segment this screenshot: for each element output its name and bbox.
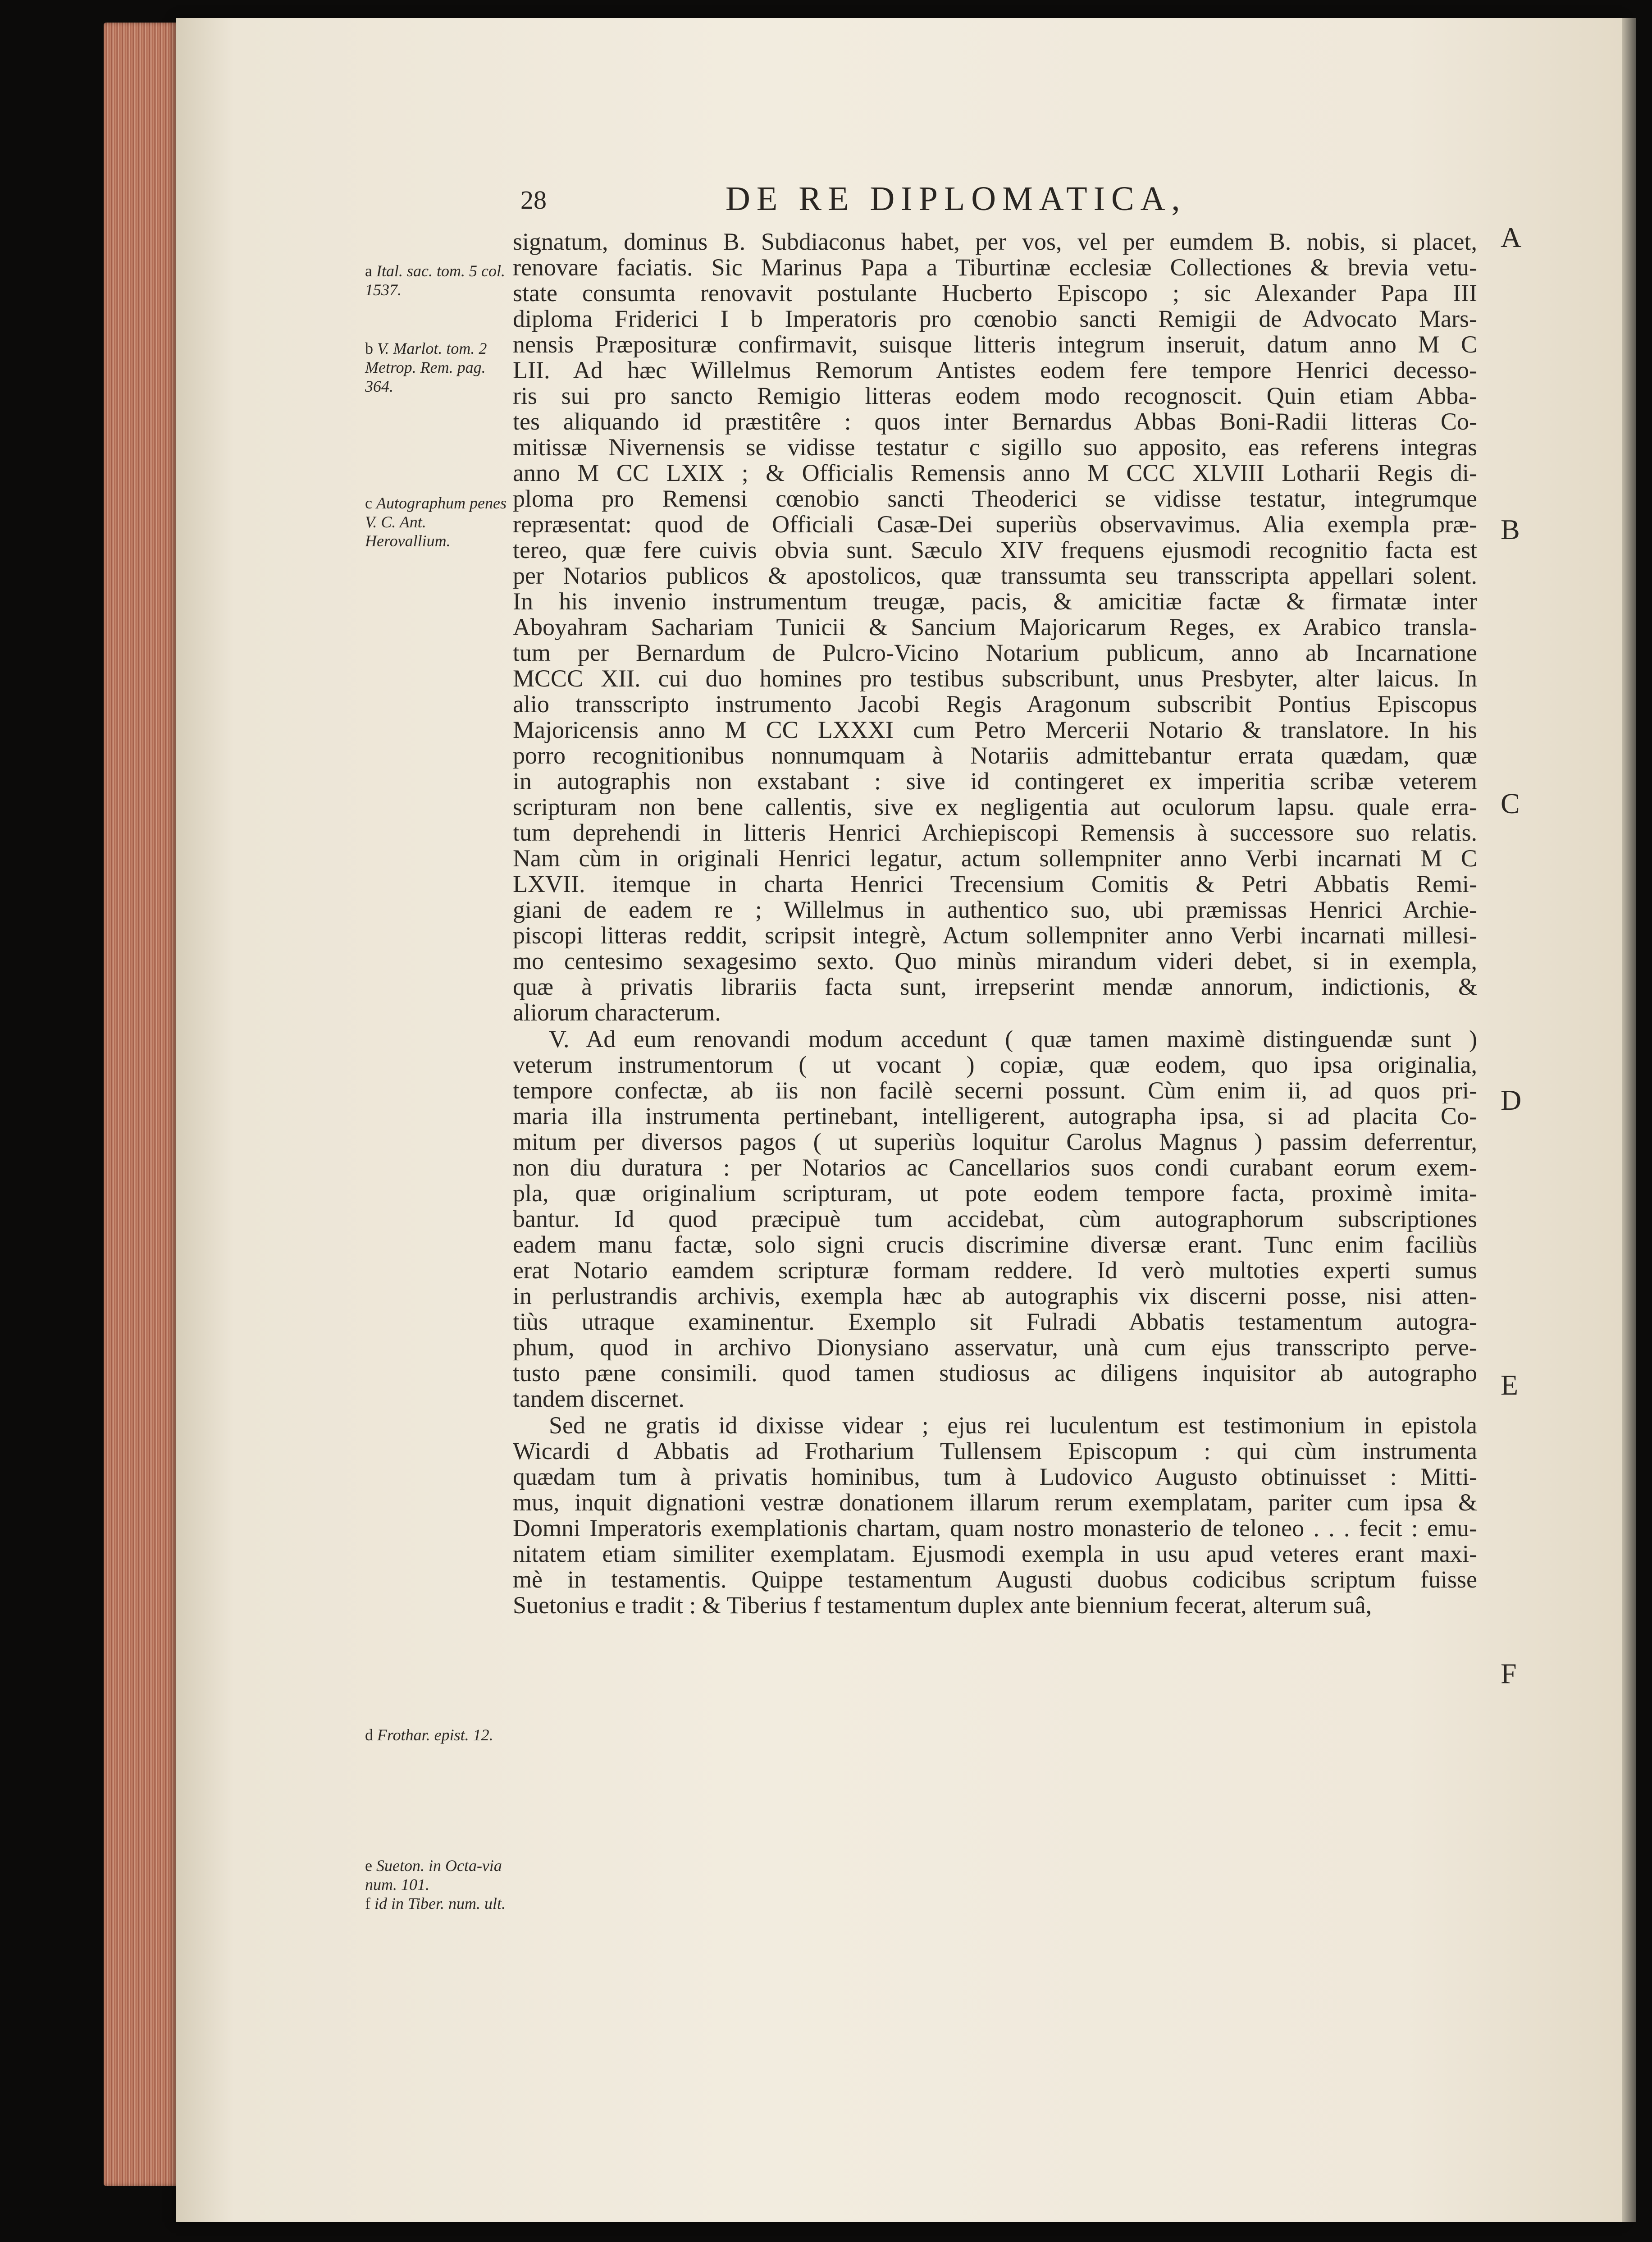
text-line: Domni Imperatoris exemplationis chartam, quam nostro monasterio de teloneo . . . fecit : emu-: [513, 1515, 1477, 1541]
section-letter-a: A: [1501, 221, 1522, 253]
text-line: In his invenio instrumentum treugæ, pacis, & amicitiæ factæ & firmatæ inter: [513, 589, 1477, 614]
section-letter-b: B: [1501, 513, 1520, 545]
text-line: Wicardi d Abbatis ad Frotharium Tullensem Episcopum : qui cùm instrumenta: [513, 1438, 1477, 1464]
text-line: mitum per diversos pagos ( ut superiùs loquitur Carolus Magnus ) passim deferrentur,: [513, 1129, 1477, 1155]
margin-note-d: d Frothar. epist. 12.: [365, 1726, 493, 1744]
text-line: state consumta renovavit postulante Hucberto Episcopo ; sic Alexander Papa III: [513, 280, 1477, 306]
text-line: repræsentat: quod de Officiali Casæ-Dei superiùs observavimus. Alia exempla præ-: [513, 512, 1477, 537]
text-line: ris sui pro sancto Remigio litteras eodem modo recognoscit. Quin etiam Abba-: [513, 383, 1477, 409]
section-letter-f: F: [1501, 1657, 1517, 1689]
text-line: signatum, dominus B. Subdiaconus habet, per vos, vel per eumdem B. nobis, si placet,: [513, 229, 1477, 255]
text-line: MCCC XII. cui duo homines pro testibus subscribunt, unus Presbyter, alter laicus. In: [513, 666, 1477, 691]
text-line: mo centesimo sexagesimo sexto. Quo minùs mirandum videri debet, si in exempla,: [513, 948, 1477, 974]
text-line: erat Notario eamdem scripturæ formam reddere. Id verò multoties experti sumus: [513, 1258, 1477, 1283]
text-line: mitissæ Nivernensis se vidisse testatur c sigillo suo apposito, eas referens integras: [513, 435, 1477, 460]
running-title: DE RE DIPLOMATICA,: [726, 180, 1187, 218]
margin-note-c: c Autographum penes V. C. Ant. Herovallium.: [365, 494, 507, 550]
margin-note-e: e Sueton. in Octa-via num. 101.: [365, 1857, 502, 1894]
text-line: quæ à privatis librariis facta sunt, irrepserint mendæ annorum, indictionis, &: [513, 974, 1477, 1000]
section-letter-d: D: [1501, 1084, 1522, 1116]
text-line: per Notarios publicos & apostolicos, quæ transsumta seu transscripta appellari solent.: [513, 563, 1477, 589]
text-line: diploma Friderici I b Imperatoris pro cœnobio sancti Remigii de Advocato Mars-: [513, 306, 1477, 332]
text-line: LII. Ad hæc Willelmus Remorum Antistes eodem fere tempore Henrici decesso-: [513, 357, 1477, 383]
margin-note-b: b V. Marlot. tom. 2 Metrop. Rem. pag. 364.: [365, 339, 487, 395]
text-line: non diu duratura : per Notarios ac Cancellarios suos condi curabant eorum exem-: [513, 1155, 1477, 1180]
text-line: Aboyahram Sachariam Tunicii & Sancium Majoricarum Reges, ex Arabico transla-: [513, 614, 1477, 640]
text-line: LXVII. itemque in charta Henrici Trecensium Comitis & Petri Abbatis Remi-: [513, 871, 1477, 897]
section-letter-e: E: [1501, 1369, 1519, 1401]
text-line: phum, quod in archivo Dionysiano asservatur, unà cum ejus transscripto perve-: [513, 1335, 1477, 1360]
text-line: porro recognitionibus nonnumquam à Notariis admittebantur errata quædam, quæ: [513, 743, 1477, 769]
text-line: aliorum characterum.: [513, 1000, 721, 1025]
text-line: tusto pæne consimili. quod tamen studiosus ac diligens inquisitor ab autographo: [513, 1360, 1477, 1386]
page-number: 28: [520, 185, 547, 215]
text-line: anno M CC LXIX ; & Officialis Remensis anno M CCC XLVIII Lotharii Regis di-: [513, 460, 1477, 486]
text-line: tereo, quæ fere cuivis obvia sunt. Sæculo XIV frequens ejusmodi recognitio facta est: [513, 537, 1477, 563]
text-line: piscopi litteras reddit, scripsit integrè, Actum sollempniter anno Verbi incarnati millesi-: [513, 923, 1477, 948]
text-line: in perlustrandis archivis, exempla hæc ab autographis vix discerni posse, nisi atten-: [513, 1283, 1477, 1309]
text-line: veterum instrumentorum ( ut vocant ) copiæ, quæ eodem, quo ipsa originalia,: [513, 1052, 1477, 1078]
text-line: Suetonius e tradit : & Tiberius f testamentum duplex ante biennium fecerat, alterum suâ,: [513, 1592, 1372, 1618]
text-line: tum deprehendi in litteris Henrici Archiepiscopi Remensis à successore suo relatis.: [513, 820, 1477, 846]
text-line: giani de eadem re ; Willelmus in authentico suo, ubi præmissas Henrici Archie-: [513, 897, 1477, 923]
text-line: maria illa instrumenta pertinebant, intelligerent, autographa ipsa, si ad placita Co-: [513, 1103, 1477, 1129]
text-line: scripturam non bene callentis, sive ex negligentia aut oculorum lapsu. quale erra-: [513, 794, 1477, 820]
text-line: Sed ne gratis id dixisse videar ; ejus rei luculentum est testimonium in epistola: [549, 1413, 1477, 1438]
text-line: quædam tum à privatis hominibus, tum à Ludovico Augusto obtinuisset : Mitti-: [513, 1464, 1477, 1490]
section-letter-c: C: [1501, 787, 1520, 819]
text-line: V. Ad eum renovandi modum accedunt ( quæ tamen maximè distinguendæ sunt ): [549, 1026, 1477, 1052]
text-line: alio transscripto instrumento Jacobi Regis Aragonum subscribit Pontius Episcopus: [513, 691, 1477, 717]
margin-note-a: a Ital. sac. tom. 5 col. 1537.: [365, 262, 505, 299]
margin-note-f: f id in Tiber. num. ult.: [365, 1894, 506, 1913]
main-text: [513, 229, 1477, 1618]
text-line: tiùs utraque examinentur. Exemplo sit Fulradi Abbatis testamentum autogra-: [513, 1309, 1477, 1335]
text-line: tes aliquando id præstitêre : quos inter Bernardus Abbas Boni-Radii litteras Co-: [513, 409, 1477, 435]
text-line: tempore confectæ, ab iis non facilè secerni possunt. Cùm enim ii, ad quos pri-: [513, 1078, 1477, 1103]
text-line: nensis Præposituræ confirmavit, suisque litteris integrum inseruit, datum anno M C: [513, 332, 1477, 357]
text-line: tum per Bernardum de Pulcro-Vicino Notarium publicum, anno ab Incarnatione: [513, 640, 1477, 666]
text-line: in autographis non exstabant : sive id contingeret ex imperitia scribæ veterem: [513, 769, 1477, 794]
text-line: renovare faciatis. Sic Marinus Papa a Tiburtinæ ecclesiæ Collectiones & brevia vetu-: [513, 255, 1477, 280]
text-line: eadem manu factæ, solo signi crucis discrimine diversæ erant. Tunc enim faciliùs: [513, 1232, 1477, 1258]
text-line: mè in testamentis. Quippe testamentum Augusti duobus codicibus scriptum fuisse: [513, 1567, 1477, 1592]
text-line: pla, quæ originalium scripturam, ut pote eodem tempore facta, proximè imita-: [513, 1180, 1477, 1206]
text-line: bantur. Id quod præcipuè tum accidebat, cùm autographorum subscriptiones: [513, 1206, 1477, 1232]
text-line: Majoricensis anno M CC LXXXI cum Petro Mercerii Notario & translatore. In his: [513, 717, 1477, 743]
gutter-shadow: [1622, 18, 1636, 2222]
text-line: tandem discernet.: [513, 1386, 685, 1412]
page-edges: [104, 23, 180, 2186]
text-line: ploma pro Remensi cœnobio sancti Theoderici se vidisse testatur, integrumque: [513, 486, 1477, 512]
text-line: nitatem etiam similiter exemplatam. Ejusmodi exempla in usu apud veteres erant maxi-: [513, 1541, 1477, 1567]
text-line: Nam cùm in originali Henrici legatur, actum sollempniter anno Verbi incarnati M C: [513, 846, 1477, 871]
text-line: mus, inquit dignationi vestræ donationem illarum rerum exemplatam, pariter cum ipsa &: [513, 1490, 1477, 1515]
